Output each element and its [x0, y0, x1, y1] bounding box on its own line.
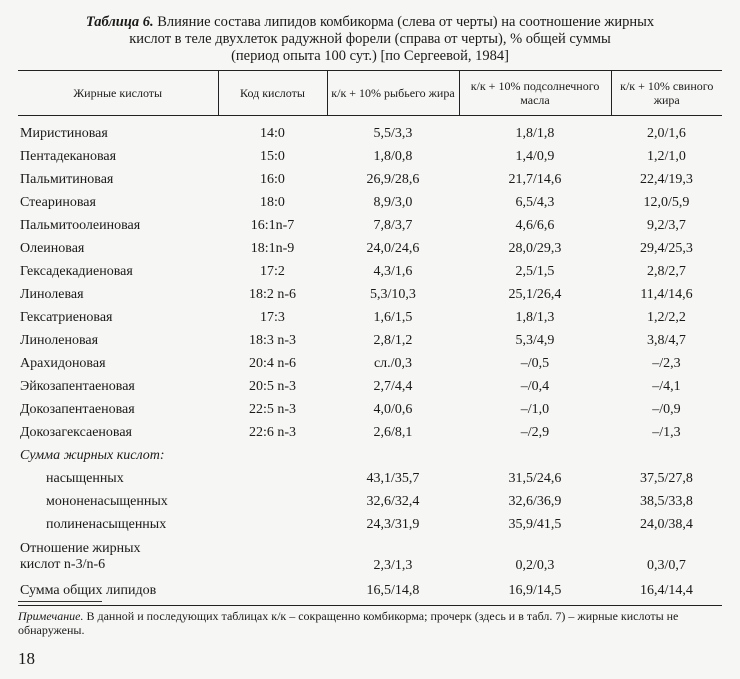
- acid-name: Гексадекадиеновая: [20, 263, 133, 279]
- pork-fat-value: 37,5/27,8: [640, 470, 693, 486]
- fish-oil-value: 7,8/3,7: [373, 217, 413, 233]
- caption-label: Таблица 6.: [85, 14, 154, 30]
- pork-fat-value: 11,4/14,6: [640, 286, 693, 302]
- acid-code: 16:1n-7: [250, 217, 295, 233]
- fish-oil-value: 1,8/0,8: [373, 148, 413, 164]
- acid-code: 14:0: [260, 125, 285, 141]
- sum-name: насыщенных: [46, 470, 124, 486]
- sunflower-oil-value: 32,6/36,9: [508, 493, 562, 509]
- fish-oil-value: 5,3/10,3: [370, 286, 416, 302]
- fish-oil-value: 16,5/14,8: [366, 583, 420, 598]
- pork-fat-value: 16,4/14,4: [640, 583, 693, 598]
- pork-fat-value: 29,4/25,3: [640, 240, 693, 256]
- pork-fat-value: 1,2/2,2: [647, 309, 686, 325]
- header-pork-fat: к/к + 10% свиного жира: [611, 71, 722, 116]
- table-note: [18, 609, 730, 637]
- ratio-row: [18, 536, 722, 577]
- fish-oil-value: 24,0/24,6: [366, 240, 420, 256]
- ratio-name-line-1: Отношение жирных: [20, 540, 141, 556]
- header-fish-oil: к/к + 10% рыбьего жира: [327, 71, 459, 116]
- fish-oil-value: 5,5/3,3: [373, 125, 413, 141]
- sum-section-row: [18, 444, 722, 467]
- header-sunflower-oil: к/к + 10% подсолнечного масла: [459, 71, 611, 116]
- total-lipids-row: [18, 577, 722, 606]
- sunflower-oil-value: 25,1/26,4: [508, 286, 562, 302]
- sunflower-oil-value: 2,5/1,5: [515, 263, 555, 279]
- acid-name: Докозагексаеновая: [20, 424, 132, 440]
- table-row: [18, 191, 722, 214]
- page-number: 18: [18, 649, 35, 668]
- total-lipids-name: Сумма общих липидов: [20, 583, 157, 598]
- sunflower-oil-value: –/2,9: [520, 424, 550, 440]
- acid-code: 18:2 n-6: [248, 286, 297, 302]
- acid-code: 22:5 n-3: [248, 401, 297, 417]
- pork-fat-value: –/4,1: [652, 378, 681, 394]
- sunflower-oil-value: –/0,4: [520, 378, 550, 394]
- sunflower-oil-value: 35,9/41,5: [508, 516, 562, 532]
- sum-row: [18, 490, 722, 513]
- caption-line-1: Влияние состава липидов комбикорма (слева от черты) на соотношение жирных: [157, 14, 655, 30]
- acid-name: Линолевая: [20, 286, 84, 302]
- fish-oil-value: 26,9/28,6: [366, 171, 420, 187]
- fish-oil-value: 2,8/1,2: [373, 332, 413, 348]
- footnote-divider: [18, 601, 102, 602]
- acid-code: 17:2: [260, 263, 285, 279]
- sunflower-oil-value: 31,5/24,6: [508, 470, 562, 486]
- acid-name: Линоленовая: [20, 332, 99, 348]
- ratio-name-line-2: кислот n-3/n-6: [20, 556, 106, 572]
- table-row: [18, 237, 722, 260]
- fish-oil-value: 1,6/1,5: [373, 309, 413, 325]
- table-row: [18, 329, 722, 352]
- acid-name: Пальмитоолеиновая: [20, 217, 141, 233]
- acid-name: Пальмитиновая: [20, 171, 114, 187]
- note-text: В данной и последующих таблицах к/к – сокращенно комбикорма; прочерк (здесь и в табл. 7) – жирные кислоты не обнаружены.: [18, 609, 679, 637]
- acid-name: Стеариновая: [20, 194, 96, 210]
- sunflower-oil-value: –/1,0: [520, 401, 550, 417]
- sunflower-oil-value: 1,4/0,9: [515, 148, 555, 164]
- acid-code: 16:0: [260, 171, 285, 187]
- fish-oil-value: сл./0,3: [373, 355, 413, 371]
- sum-row: [18, 467, 722, 490]
- acid-code: 15:0: [260, 148, 285, 164]
- sum-section-label: Сумма жирных кислот:: [20, 447, 165, 463]
- table-row: [18, 283, 722, 306]
- acid-code: 18:3 n-3: [248, 332, 297, 348]
- pork-fat-value: 24,0/38,4: [640, 516, 693, 532]
- fish-oil-value: 32,6/32,4: [366, 493, 420, 509]
- sunflower-oil-value: 4,6/6,6: [515, 217, 555, 233]
- sunflower-oil-value: 1,8/1,8: [515, 125, 555, 141]
- acid-code: 18:1n-9: [250, 240, 295, 256]
- fatty-acids-table: [18, 70, 722, 606]
- sunflower-oil-value: 0,2/0,3: [515, 558, 555, 573]
- pork-fat-value: 2,8/2,7: [647, 263, 686, 279]
- sunflower-oil-value: 5,3/4,9: [515, 332, 555, 348]
- acid-name: Миристиновая: [20, 125, 108, 141]
- table-row: [18, 375, 722, 398]
- acid-name: Пентадекановая: [20, 148, 117, 164]
- pork-fat-value: 1,2/1,0: [647, 148, 686, 164]
- table-row: [18, 352, 722, 375]
- table-row: [18, 122, 722, 145]
- fish-oil-value: 4,0/0,6: [373, 401, 413, 417]
- sum-row: [18, 513, 722, 536]
- acid-code: 17:3: [260, 309, 285, 325]
- acid-name: Арахидоновая: [20, 355, 106, 371]
- acid-code: 18:0: [260, 194, 285, 210]
- sunflower-oil-value: 16,9/14,5: [508, 583, 562, 598]
- caption-line-2: кислот в теле двухлеток радужной форели (справа от черты), % общей суммы: [129, 31, 611, 47]
- table-row: [18, 398, 722, 421]
- fish-oil-value: 8,9/3,0: [373, 194, 413, 210]
- sum-name: мононенасыщенных: [46, 493, 168, 509]
- fish-oil-value: 2,3/1,3: [373, 558, 413, 573]
- pork-fat-value: 12,0/5,9: [643, 194, 690, 210]
- caption-line-3: (период опыта 100 сут.) [по Сергеевой, 1984]: [231, 48, 509, 64]
- fish-oil-value: 2,7/4,4: [373, 378, 413, 394]
- sunflower-oil-value: 1,8/1,3: [515, 309, 555, 325]
- ratio-name: [18, 536, 218, 577]
- table-row: [18, 168, 722, 191]
- table-row: [18, 145, 722, 168]
- fish-oil-value: 4,3/1,6: [373, 263, 413, 279]
- note-label: Примечание.: [18, 609, 84, 623]
- pork-fat-value: 3,8/4,7: [647, 332, 686, 348]
- table-caption: [18, 14, 722, 65]
- acid-name: Олеиновая: [20, 240, 85, 256]
- pork-fat-value: 9,2/3,7: [647, 217, 686, 233]
- sunflower-oil-value: –/0,5: [520, 355, 550, 371]
- pork-fat-value: 38,5/33,8: [640, 493, 693, 509]
- sunflower-oil-value: 6,5/4,3: [515, 194, 555, 210]
- fish-oil-value: 43,1/35,7: [366, 470, 420, 486]
- acid-code: 22:6 n-3: [248, 424, 297, 440]
- table-row: [18, 260, 722, 283]
- fish-oil-value: 2,6/8,1: [373, 424, 413, 440]
- table-header-row: [18, 71, 722, 116]
- sunflower-oil-value: 28,0/29,3: [508, 240, 562, 256]
- acid-name: Докозапентаеновая: [20, 401, 135, 417]
- sum-name: полиненасыщенных: [46, 516, 167, 532]
- pork-fat-value: 0,3/0,7: [647, 558, 686, 573]
- acid-code: 20:5 n-3: [248, 378, 297, 394]
- pork-fat-value: 22,4/19,3: [640, 171, 693, 187]
- acid-code: 20:4 n-6: [248, 355, 297, 371]
- table-row: [18, 306, 722, 329]
- pork-fat-value: –/0,9: [652, 401, 681, 417]
- sunflower-oil-value: 21,7/14,6: [508, 171, 562, 187]
- pork-fat-value: 2,0/1,6: [647, 125, 686, 141]
- pork-fat-value: –/2,3: [652, 355, 681, 371]
- pork-fat-value: –/1,3: [652, 424, 681, 440]
- header-fatty-acids: Жирные кислоты: [18, 71, 218, 116]
- fish-oil-value: 24,3/31,9: [366, 516, 420, 532]
- table-row: [18, 421, 722, 444]
- header-acid-code: Код кислоты: [218, 71, 327, 116]
- acid-name: Эйкозапентаеновая: [20, 378, 135, 394]
- table-row: [18, 214, 722, 237]
- acid-name: Гексатриеновая: [20, 309, 113, 325]
